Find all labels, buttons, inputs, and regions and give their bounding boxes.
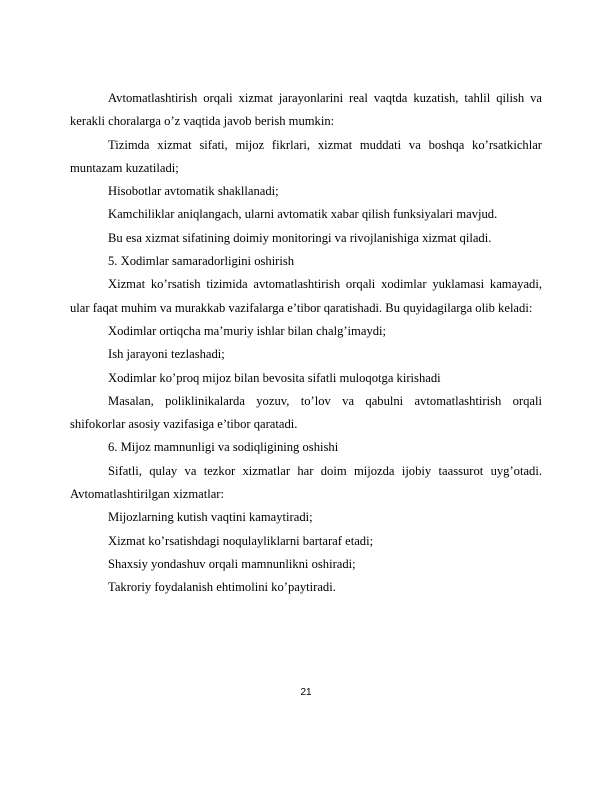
paragraph: Tizimda xizmat sifati, mijoz fikrlari, xizmat muddati va boshqa ko’rsatkichlar muntazam kuzatiladi; — [70, 137, 542, 175]
section-heading: 5. Xodimlar samaradorligini oshirish — [108, 254, 295, 269]
section-heading: 6. Mijoz mamnunligi va sodiqligining oshishi — [108, 440, 339, 455]
page-number: 21 — [300, 687, 312, 698]
paragraph: Xizmat ko’rsatish tizimida avtomatlashtirish orqali xodimlar yuklamasi kamayadi, ular faqat muhim va murakkab vazifalarga e’tibor qaratishadi. Bu quyidagilarga olib keladi: — [70, 277, 542, 315]
paragraph: Masalan, poliklinikalarda yozuv, to’lov va qabulni avtomatlashtirish orqali shifokorlar asosiy vazifasiga e’tibor qaratadi. — [70, 393, 542, 432]
paragraph: Sifatli, qulay va tezkor xizmatlar har doim mijozda ijobiy taassurot uyg’otadi. Avtomatlashtirilgan xizmatlar: — [70, 463, 542, 502]
paragraph: Xodimlar ko’proq mijoz bilan bevosita sifatli muloqotga kirishadi — [108, 370, 441, 385]
paragraph: Avtomatlashtirish orqali xizmat jarayonlarini real vaqtda kuzatish, tahlil qilish va kerakli choralarga o’z vaqtida javob berish mumkin: — [70, 91, 542, 129]
paragraph: Xodimlar ortiqcha ma’muriy ishlar bilan chalg’imaydi; — [108, 323, 387, 338]
paragraph: Takroriy foydalanish ehtimolini ko’paytiradi. — [108, 580, 336, 595]
paragraph: Ish jarayoni tezlashadi; — [108, 347, 225, 362]
paragraph: Hisobotlar avtomatik shakllanadi; — [108, 184, 279, 199]
paragraph: Kamchiliklar aniqlangach, ularni avtomatik xabar qilish funksiyalari mavjud. — [108, 207, 498, 222]
paragraph: Shaxsiy yondashuv orqali mamnunlikni oshiradi; — [108, 556, 356, 571]
paragraph: Bu esa xizmat sifatining doimiy monitoringi va rivojlanishiga xizmat qiladi. — [108, 230, 492, 245]
paragraph: Xizmat ko’rsatishdagi noqulayliklarni bartaraf etadi; — [108, 533, 374, 548]
paragraph: Mijozlarning kutish vaqtini kamaytiradi; — [108, 510, 313, 525]
page-body — [70, 87, 542, 600]
